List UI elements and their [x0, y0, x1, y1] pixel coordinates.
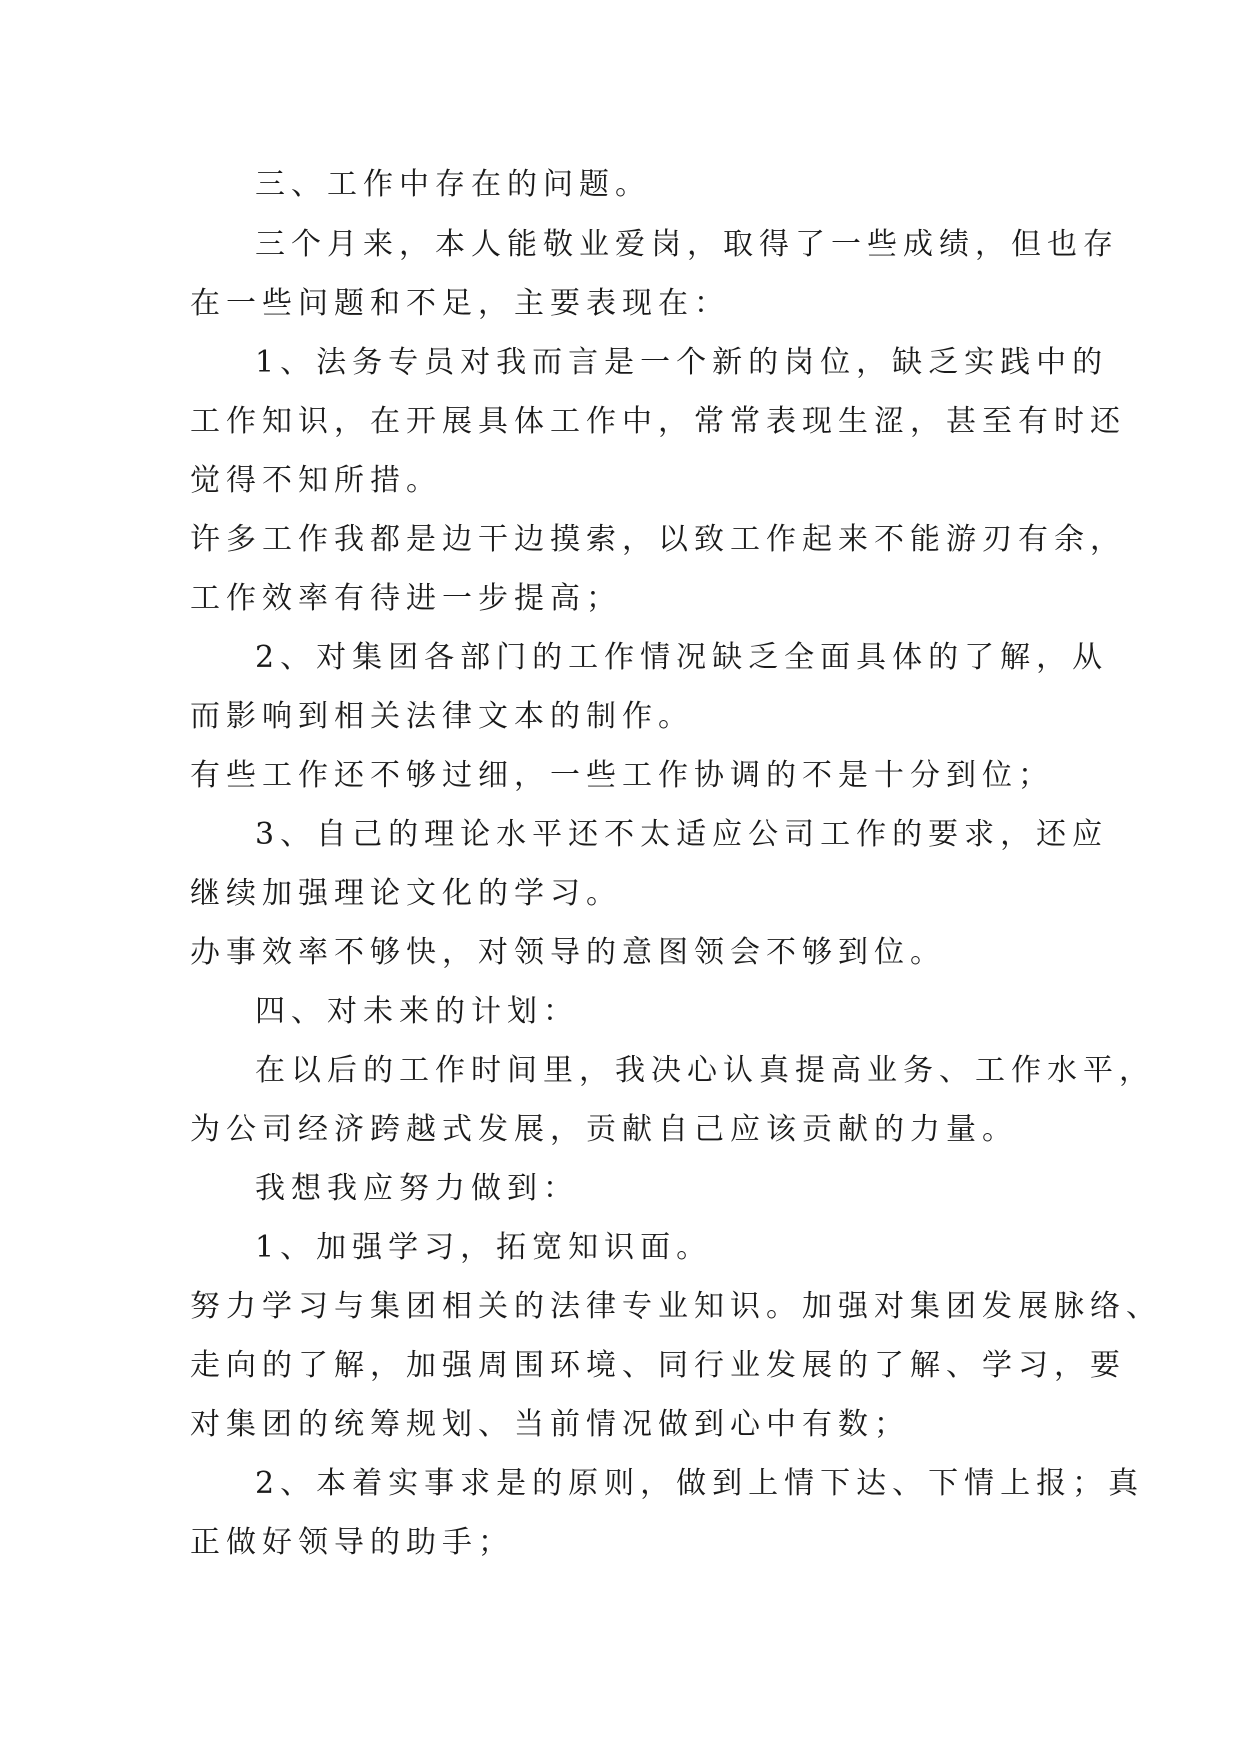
paragraph-line: 有些工作还不够过细，一些工作协调的不是十分到位； [190, 758, 1054, 793]
paragraph-line: 觉得不知所措。 [190, 463, 442, 498]
list-item-line: 3、自己的理论水平还不太适应公司工作的要求，还应 [255, 817, 1109, 852]
paragraph-line: 正做好领导的助手； [190, 1525, 514, 1560]
paragraph-line: 在以后的工作时间里，我决心认真提高业务、工作水平， [255, 1053, 1155, 1088]
paragraph-line: 办事效率不够快，对领导的意图领会不够到位。 [190, 935, 946, 970]
section-heading-problems: 三、工作中存在的问题。 [255, 167, 651, 202]
paragraph-line: 工作知识，在开展具体工作中，常常表现生涩，甚至有时还 [190, 404, 1126, 439]
list-item-line: 1、法务专员对我而言是一个新的岗位，缺乏实践中的 [255, 345, 1109, 380]
list-item-line: 2、对集团各部门的工作情况缺乏全面具体的了解，从 [255, 640, 1109, 675]
section-heading-plans: 四、对未来的计划： [255, 994, 579, 1029]
paragraph-line: 走向的了解，加强周围环境、同行业发展的了解、学习，要 [190, 1348, 1126, 1383]
paragraph-line: 许多工作我都是边干边摸索，以致工作起来不能游刃有余， [190, 522, 1126, 557]
paragraph-line: 我想我应努力做到： [255, 1171, 579, 1206]
paragraph-line: 对集团的统筹规划、当前情况做到心中有数； [190, 1407, 910, 1442]
paragraph-line: 努力学习与集团相关的法律专业知识。加强对集团发展脉络、 [190, 1289, 1162, 1324]
list-item-line: 2、本着实事求是的原则，做到上情下达、下情上报；真 [255, 1466, 1145, 1501]
list-item-line: 1、加强学习，拓宽知识面。 [255, 1230, 713, 1265]
paragraph-line: 继续加强理论文化的学习。 [190, 876, 622, 911]
paragraph-line: 三个月来，本人能敬业爱岗，取得了一些成绩，但也存 [255, 227, 1119, 262]
paragraph-line: 为公司经济跨越式发展，贡献自己应该贡献的力量。 [190, 1112, 1018, 1147]
paragraph-line: 工作效率有待进一步提高； [190, 581, 622, 616]
paragraph-line: 而影响到相关法律文本的制作。 [190, 699, 694, 734]
paragraph-line: 在一些问题和不足，主要表现在： [190, 286, 730, 321]
